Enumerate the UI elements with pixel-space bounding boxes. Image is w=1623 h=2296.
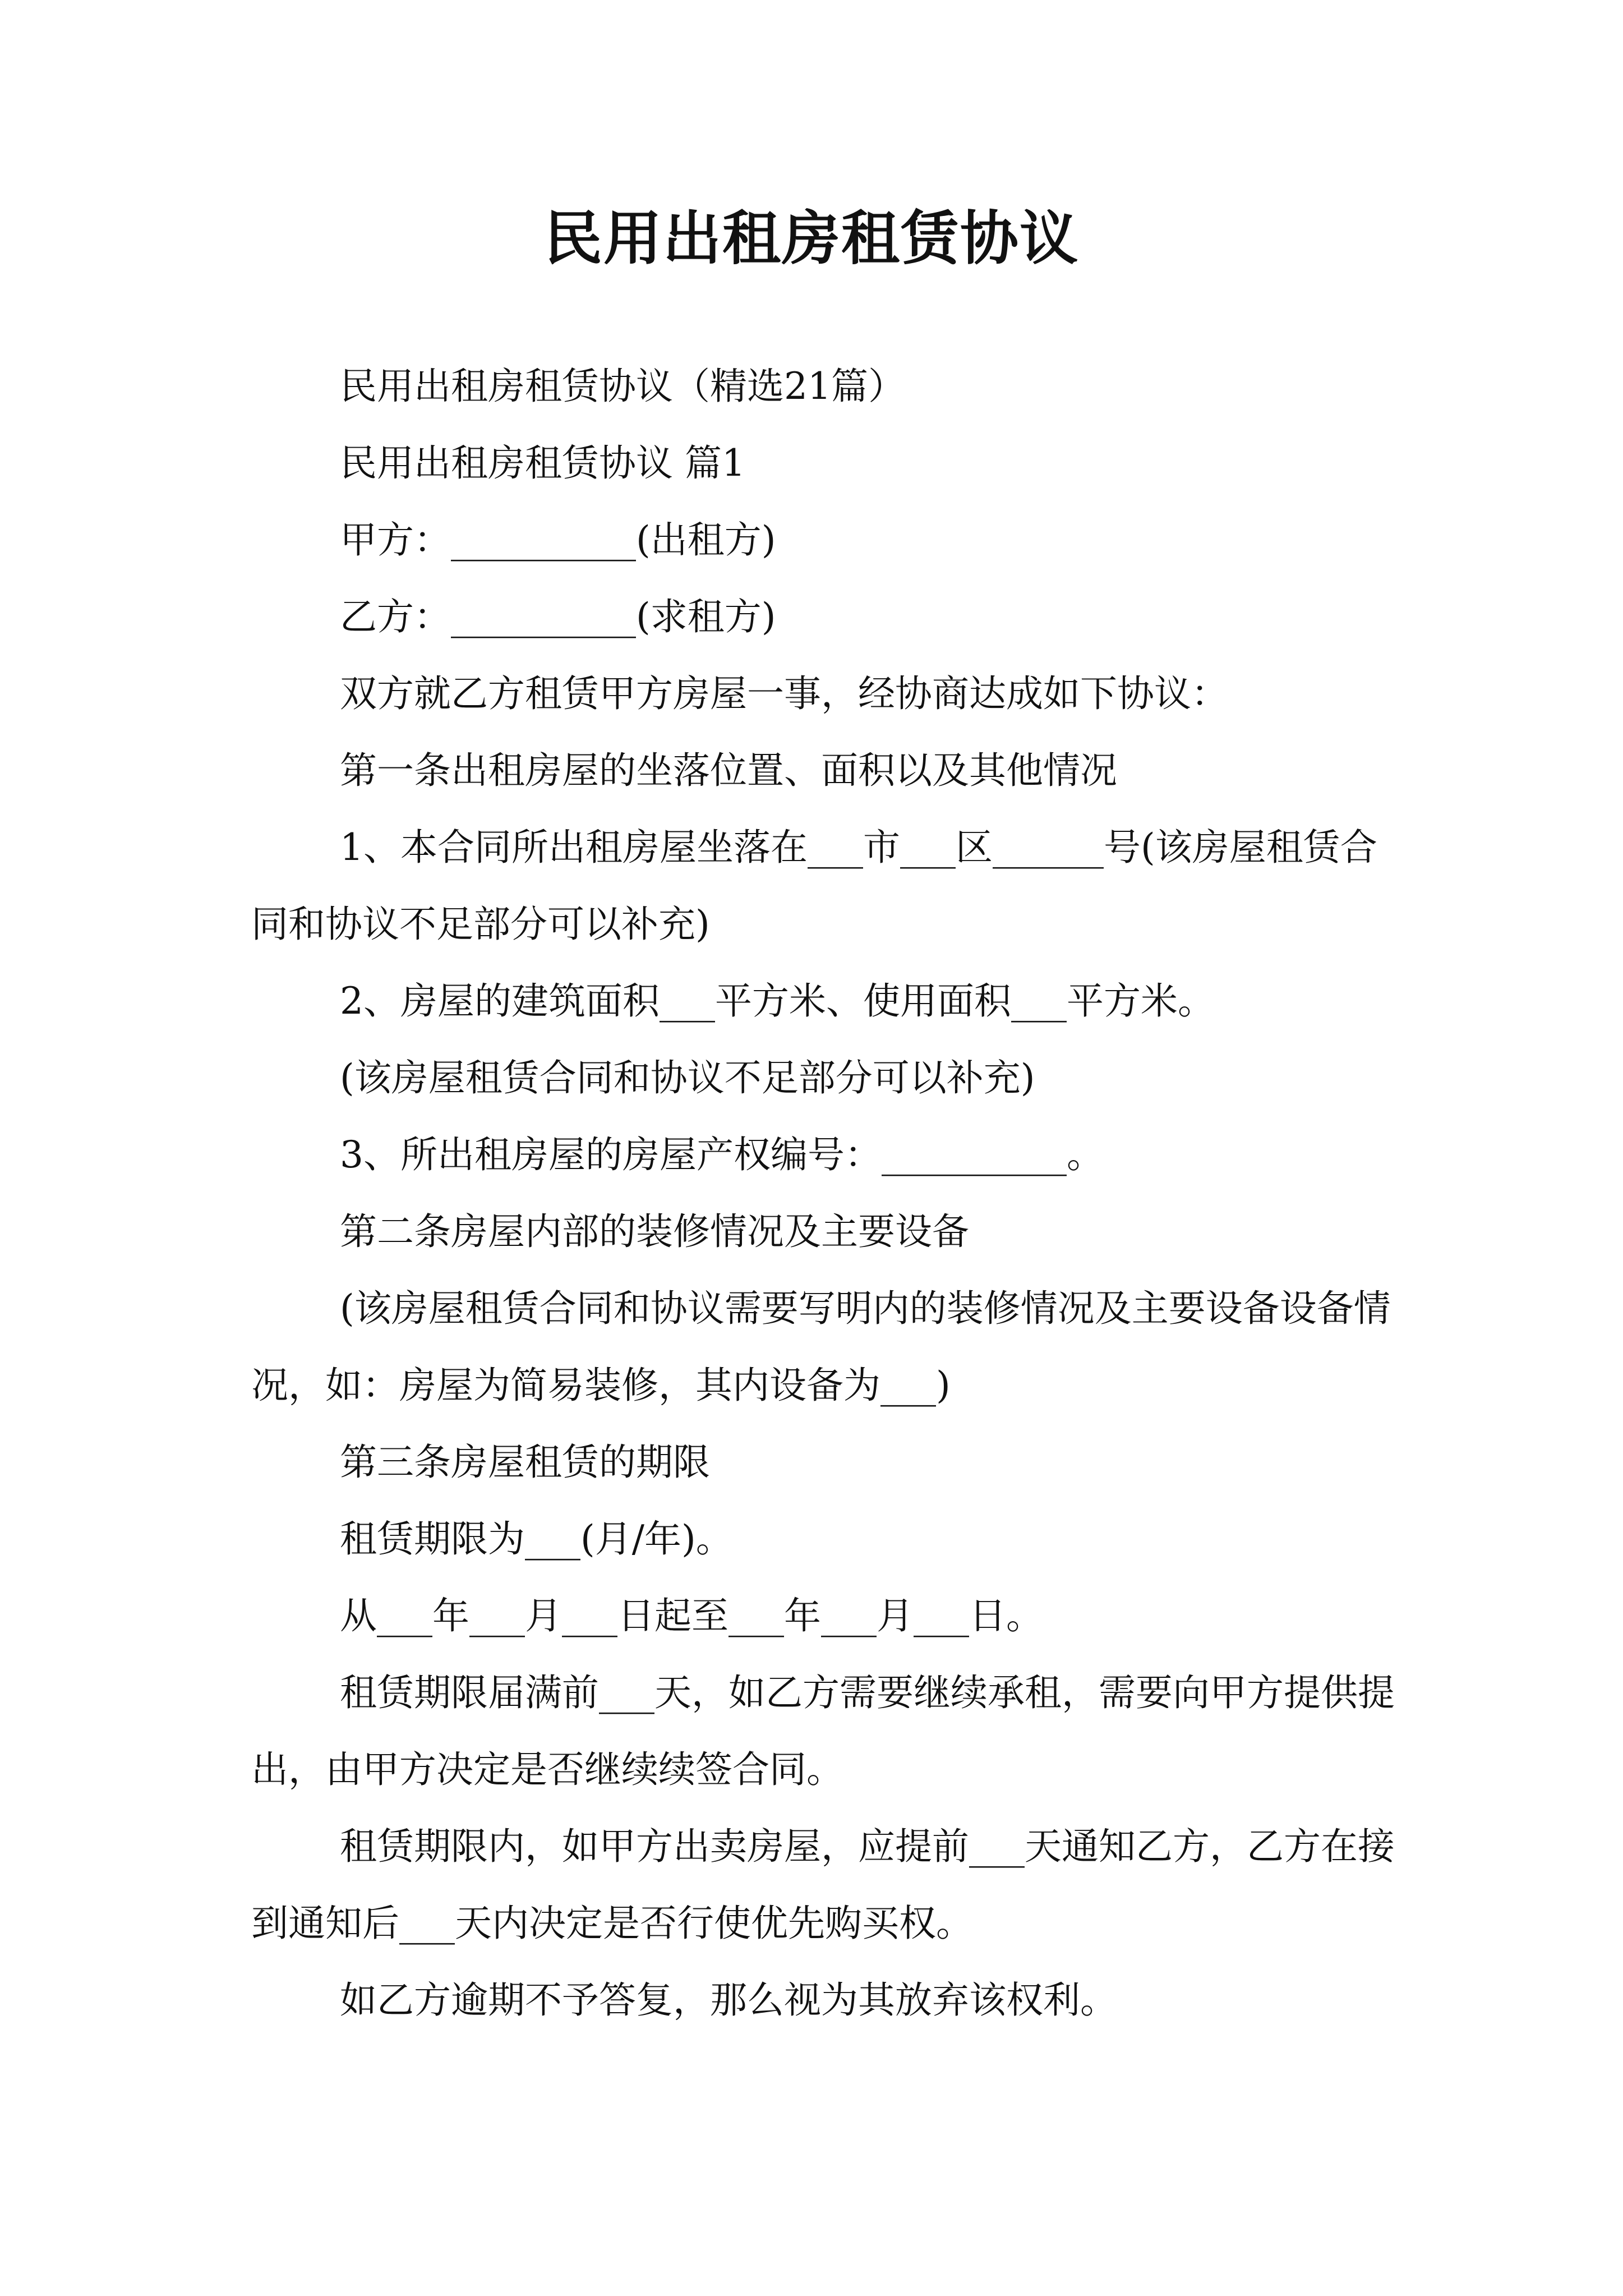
paragraph-subtitle: 民用出租房租赁协议（精选21篇） [340, 365, 905, 408]
paragraph-sale-notice: 租赁期限内，如甲方出卖房屋，应提前___天通知乙方，乙方在接到通知后___天内决定是否行使优先购买权。 [251, 1825, 1395, 1945]
paragraph-agreement-intro: 双方就乙方租赁甲方房屋一事，经协商达成如下协议： [340, 672, 1228, 715]
document-title: 民用出租房租赁协议 [543, 204, 1079, 273]
paragraph-party-b: 乙方：__________(求租方) [340, 595, 776, 638]
paragraph-lease-term: 租赁期限为___(月/年)。 [340, 1517, 733, 1561]
paragraph-article-1-note: (该房屋租赁合同和协议不足部分可以补充) [340, 1056, 1035, 1099]
paragraph-article-3-heading: 第三条房屋租赁的期限 [340, 1441, 710, 1484]
paragraph-article-1-item-3: 3、所出租房屋的房屋产权编号：__________。 [340, 1133, 1104, 1176]
paragraph-waiver: 如乙方逾期不予答复，那么视为其放弃该权利。 [340, 1978, 1117, 2022]
paragraph-lease-dates: 从___年___月___日起至___年___月___日。 [340, 1594, 1043, 1637]
paragraph-article-1-item-1: 1、本合同所出租房屋坐落在___市___区______号(该房屋租赁合同和协议不足部分可以补充) [251, 826, 1377, 946]
paragraph-article-2-note: (该房屋租赁合同和协议需要写明内的装修情况及主要设备设备情况，如：房屋为简易装修，其内设备为___) [251, 1287, 1391, 1407]
paragraph-article-1-heading: 第一条出租房屋的坐落位置、面积以及其他情况 [340, 749, 1117, 792]
paragraph-article-1-item-2: 2、房屋的建筑面积___平方米、使用面积___平方米。 [340, 979, 1215, 1023]
paragraph-article-2-heading: 第二条房屋内部的装修情况及主要设备 [340, 1210, 969, 1253]
paragraph-section-heading: 民用出租房租赁协议 篇1 [340, 441, 745, 485]
paragraph-renewal: 租赁期限届满前___天，如乙方需要继续承租，需要向甲方提供提出，由甲方决定是否继续续签合同。 [251, 1671, 1395, 1791]
document-body [251, 348, 1395, 2039]
paragraph-party-a: 甲方：__________(出租方) [340, 518, 776, 562]
